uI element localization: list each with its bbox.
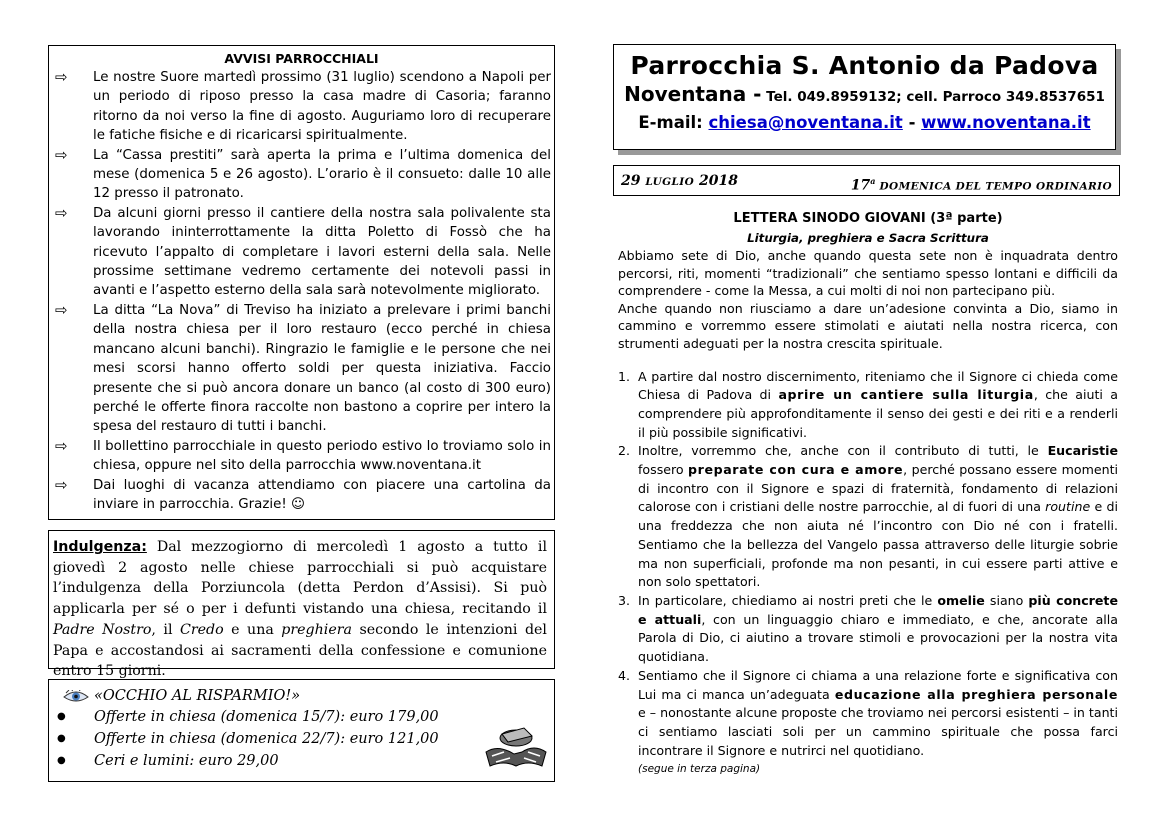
article-list <box>618 368 1118 761</box>
avvisi-list <box>49 68 554 514</box>
indulgenza-text: e una <box>223 621 282 638</box>
article-title: LETTERA SINODO GIOVANI (3ª parte) <box>733 211 1003 226</box>
parish-header <box>613 44 1116 150</box>
bullet-icon: ● <box>57 733 66 744</box>
web-line <box>614 111 1115 135</box>
indulgenza-box <box>48 530 555 680</box>
offering-text: Offerte in chiesa (domenica 22/7): euro 121,00 <box>94 731 439 747</box>
occhio-title-row <box>49 686 554 706</box>
avviso-item <box>49 437 554 476</box>
separator: - <box>902 113 922 132</box>
offering-text: Offerte in chiesa (domenica 15/7): euro 179,00 <box>94 709 439 725</box>
date-month: LUGLIO <box>645 176 695 188</box>
avviso-text: Da alcuni giorni presso il cantiere della nostra sala polivalente sta lavorando ininterrottamente la ditta Poletto di Fossò che ha ricevuto l’appalto di completare i lavori esterni della sala. Nelle prossime settimane vedremo certamente dei notevoli passi in avanti e l’aspetto esterno della sala sarà notevolmente migliorato. <box>93 205 551 299</box>
email-label: E-mail: <box>638 113 709 132</box>
occhio-title: «OCCHIO AL RISPARMIO!» <box>94 688 301 704</box>
parish-title: Parrocchia S. Antonio da Padova <box>630 51 1099 80</box>
avviso-text: Dai luoghi di vacanza attendiamo con piacere una cartolina da inviare in parrocchia. Grazie! ☺ <box>93 477 551 512</box>
town-name: Noventana - <box>624 82 762 106</box>
list-item: 2. Inoltre, vorremmo che, anche con il contributo di tutti, le Eucaristie fossero preparate con cura e amore, perché possano essere momenti di incontro con il Signore e spazi di fraternità, fondamento di relazioni calorose con i cristiani delle nostre parrocchie, al di fuori di una routine e di una freddezza che non aiuta né l’incontro con Dio né con i fratelli. Sentiamo che la bellezza del Vangelo passa attraverso delle liturgie sobrie ma non superficiali, profonde ma non pesanti, in cui essere parti attive e non solo spettatori. <box>618 443 1119 590</box>
padre-nostro: Padre Nostro <box>53 621 152 638</box>
liturgical-sunday: 17$^a$ DOMENICA DEL TEMPO ORDINARIO <box>850 176 1112 194</box>
offering-item <box>49 706 554 728</box>
issue-date: 29 LUGLIO 2018 <box>621 173 738 189</box>
preghiera: preghiera <box>281 621 352 638</box>
avviso-text: Il bollettino parrocchiale in questo periodo estivo lo troviamo solo in chiesa, oppure nel sito della parrocchia www.noventana.it <box>93 438 551 474</box>
occhio-list <box>49 706 554 772</box>
eye-icon <box>63 690 89 703</box>
occhio-box <box>48 679 555 782</box>
offering-item <box>49 750 554 772</box>
contact-line <box>614 81 1115 111</box>
avviso-text: La ditta “La Nova” di Treviso ha iniziato a prelevare i primi banchi della nostra chiesa per il loro restauro (ecco perché in chiesa mancano alcuni banchi). Ringrazio le famiglie e le persone che nei mesi scorsi hanno offerto soldi per questa iniziativa. Faccio presente che si può ancora donare un banco (al costo di 300 euro) perché le offerte finora raccolte non bastono a coprire per intero la spesa del restauro di tutti i banchi. <box>93 302 551 435</box>
list-item: 1. A partire dal nostro discernimento, riteniamo che il Signore ci chieda come Chiesa di Padova di aprire un cantiere sulla liturgia, che aiuti a comprendere più approfonditamente il senso dei gesti e dei riti e a renderli il più possibile significativi. <box>618 368 1118 440</box>
credo: Credo <box>179 621 224 638</box>
avviso-text: Le nostre Suore martedì prossimo (31 luglio) scendono a Napoli per un periodo di riposo presso la casa madre di Casoria; faranno ritorno da noi verso la fine di agosto. Auguriamo loro di recuperare le fatiche fisiche e di ricaricarsi spiritualmente. <box>93 70 551 144</box>
right-hand-pointer-icon: ⇨ <box>55 300 68 319</box>
email-link[interactable]: chiesa@noventana.it <box>708 113 903 132</box>
article-subtitle: Liturgia, preghiera e Sacra Scrittura <box>747 231 989 245</box>
indulgenza-text: , il <box>151 621 180 638</box>
list-item: 4. Sentiamo che il Signore ci chiama a una relazione forte e significativa con Lui ma ci manca un’adeguata educazione alla preghiera personale e – nonostante alcune proposte che troviamo nei percorsi esistenti – in tanti ci sentiamo lasciati soli per un cammino spirituale che possa farci incontrare il Signore e nutrirci nel quotidiano. <box>618 667 1118 758</box>
phone-numbers: Tel. 049.8959132; cell. Parroco 349.8537651 <box>761 89 1105 105</box>
website-link[interactable]: www.noventana.it <box>921 113 1091 132</box>
indulgenza-text: secondo le intenzioni del Papa e accostandosi ai sacramenti della confessione e comunione entro 15 giorni. <box>53 621 547 680</box>
dateline <box>613 165 1120 196</box>
avvisi-title: AVVISI PARROCCHIALI <box>224 51 379 66</box>
continued-note: (segue in terza pagina) <box>638 763 761 776</box>
avviso-item <box>49 301 554 437</box>
right-hand-pointer-icon: ⇨ <box>55 203 68 222</box>
right-hand-pointer-icon: ⇨ <box>55 475 68 494</box>
lettera-article <box>618 206 1118 775</box>
list-item: 3. In particolare, chiediamo ai nostri preti che le omelie siano più concrete e attuali, con un linguaggio chiaro e immediato, e che, ancorate alla Parola di Dio, ci aiutino a trovare stimoli e provocazioni per la nostra vita quotidiana. <box>618 593 1119 665</box>
offering-item <box>49 728 554 750</box>
right-hand-pointer-icon: ⇨ <box>55 145 68 164</box>
avviso-item <box>49 476 554 515</box>
bullet-icon: ● <box>57 711 66 722</box>
right-hand-pointer-icon: ⇨ <box>55 68 68 86</box>
hands-money-icon <box>484 722 548 774</box>
avviso-item <box>49 204 554 301</box>
article-paragraph: Abbiamo sete di Dio, anche quando questa sete non è inquadrata dentro percorsi, riti, momenti “tradizionali” che sentiamo spesso lontani e difficili da comprendere - come la Messa, a cui molti di noi non partecipano più. <box>618 248 1118 299</box>
avviso-text: La “Cassa prestiti” sarà aperta la prima e l’ultima domenica del mese (domenica 5 e 26 agosto). L’orario è il consueto: dalle 10 alle 12 presso il patronato. <box>93 147 551 202</box>
indulgenza-label: Indulgenza: <box>53 539 147 555</box>
bullet-icon: ● <box>57 755 66 766</box>
offering-text: Ceri e lumini: euro 29,00 <box>94 753 279 769</box>
article-paragraph: Anche quando non riusciamo a dare un’adesione convinta a Dio, siamo in cammino e vorremmo essere stimolati e aiutati nella nostra ricerca, con strumenti adeguati per la nostra crescita spirituale. <box>618 300 1118 351</box>
right-hand-pointer-icon: ⇨ <box>55 436 68 455</box>
avviso-item <box>49 68 554 146</box>
avviso-item <box>49 146 554 204</box>
indulgenza-text: Dal mezzogiorno di mercoledì 1 agosto a tutto il giovedì 2 agosto nelle chiese parrocchiali si può acquistare l’indulgenza della Porziuncola (detta Perdon d’Assisi). Si può applicarla per sé o per i defunti vistando una chiesa, recitando il <box>53 539 547 618</box>
avvisi-box <box>48 45 555 520</box>
